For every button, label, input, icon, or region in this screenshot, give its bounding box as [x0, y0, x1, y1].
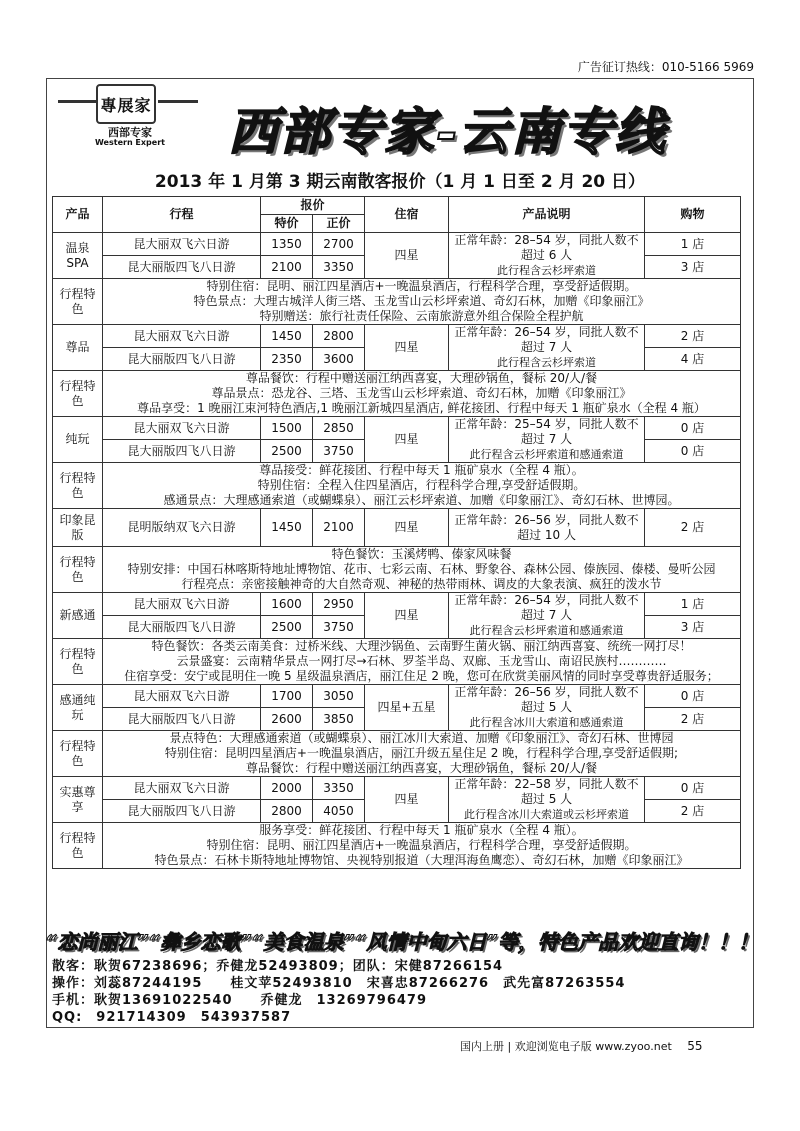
- brand-logo: [58, 82, 208, 154]
- product-category: 纯玩: [53, 417, 103, 463]
- special-price: 2500: [261, 616, 313, 639]
- ad-hotline: 广告征订热线：010-5166 5969: [577, 60, 754, 74]
- route-name: 昆大丽版四飞八日游: [103, 800, 261, 823]
- logo-name-cn: 西部专家: [108, 126, 152, 139]
- price-row: [53, 593, 741, 616]
- regular-price: 3350: [313, 777, 365, 800]
- feature-text: [103, 639, 741, 685]
- feature-line: 特别住宿：昆明、丽江四星酒店+一晚温泉酒店，行程科学合理，享受舒适假期。: [206, 838, 637, 852]
- regular-price: 3750: [313, 440, 365, 463]
- shop-count: 0 店: [645, 685, 741, 708]
- regular-price: 3050: [313, 685, 365, 708]
- feature-line: 特色景点：石林卡斯特地址博物馆、央视特别报道（大理洱海鱼鹰恋）、奇幻石林，加赠《印象丽江》: [154, 853, 689, 867]
- route-name: 昆大丽版四飞八日游: [103, 256, 261, 279]
- feature-text: [103, 371, 741, 417]
- desc-note: 此行程含云杉坪索道和感通索道: [469, 448, 624, 461]
- desc-note: 此行程含云杉坪索道和感通索道: [469, 624, 624, 637]
- feature-label: 行程特色: [53, 371, 103, 417]
- product-category: 实惠尊享: [53, 777, 103, 823]
- feature-line: 服务享受：鲜花接团、行程中每天 1 瓶矿泉水（全程 4 瓶）。: [259, 823, 584, 837]
- feature-text: [103, 731, 741, 777]
- route-name: 昆大丽双飞六日游: [103, 685, 261, 708]
- feature-row: [53, 731, 741, 777]
- special-price: 2100: [261, 256, 313, 279]
- desc-note: 此行程含冰川大索道和感通索道: [469, 716, 624, 729]
- hotel-level: 四星: [365, 509, 449, 547]
- shop-count: 2 店: [645, 325, 741, 348]
- product-category: 新感通: [53, 593, 103, 639]
- feature-line: 特别赠送：旅行社责任保险、云南旅游意外组合保险全程护航: [259, 309, 584, 323]
- shop-count: 3 店: [645, 616, 741, 639]
- hotel-level: 四星: [365, 417, 449, 463]
- route-name: 昆大丽双飞六日游: [103, 593, 261, 616]
- price-row: [53, 777, 741, 800]
- regular-price: 3350: [313, 256, 365, 279]
- regular-price: 3600: [313, 348, 365, 371]
- header-regular: 正价: [313, 215, 365, 233]
- product-description: [449, 509, 645, 547]
- product-category: 尊品: [53, 325, 103, 371]
- feature-row: [53, 639, 741, 685]
- shop-count: 4 店: [645, 348, 741, 371]
- product-category: 印象昆版: [53, 509, 103, 547]
- feature-line: 景点特色：大理感通索道（或蝴蝶泉）、丽江冰川大索道、加赠《印象丽江》、奇幻石林、世博园: [169, 731, 674, 745]
- special-price: 1500: [261, 417, 313, 440]
- regular-price: 3750: [313, 616, 365, 639]
- footer-text: 国内上册 | 欢迎浏览电子版 www.zyoo.net: [460, 1040, 672, 1053]
- shop-count: 2 店: [645, 800, 741, 823]
- feature-line: 行程亮点：亲密接触神奇的大自然奇观、神秘的热带雨林、调皮的大象表演、疯狂的泼水节: [181, 577, 662, 591]
- product-description: [449, 685, 645, 731]
- feature-line: 特色餐饮：玉溪烤鸭、傣家风味餐: [331, 547, 512, 561]
- feature-line: 感通景点：大理感通索道（或蝴蝶泉）、丽江云杉坪索道、加赠《印象丽江》、奇幻石林、世博园。: [163, 493, 680, 507]
- header-product: 产品: [53, 197, 103, 233]
- page-footer: [460, 1038, 703, 1054]
- regular-price: 3850: [313, 708, 365, 731]
- feature-label: 行程特色: [53, 823, 103, 869]
- shop-count: 0 店: [645, 777, 741, 800]
- regular-price: 2850: [313, 417, 365, 440]
- route-name: 昆明版纳双飞六日游: [103, 509, 261, 547]
- feature-line: 云景盛宴：云南精华景点一网打尽→石林、罗荃半岛、双廊、玉龙雪山、南诏民族村…………: [176, 654, 667, 668]
- regular-price: 2800: [313, 325, 365, 348]
- desc-note: 此行程含冰川大索道或云杉坪索道: [464, 808, 630, 821]
- route-name: 昆大丽双飞六日游: [103, 417, 261, 440]
- header-route: 行程: [103, 197, 261, 233]
- feature-row: [53, 463, 741, 509]
- feature-label: 行程特色: [53, 463, 103, 509]
- header-shop: 购物: [645, 197, 741, 233]
- header-desc: 产品说明: [449, 197, 645, 233]
- hotel-level: 四星: [365, 233, 449, 279]
- price-row: [53, 325, 741, 348]
- feature-label: 行程特色: [53, 731, 103, 777]
- price-row: [53, 233, 741, 256]
- feature-line: 尊品接受：鲜花接团、行程中每天 1 瓶矿泉水（全程 4 瓶）。: [259, 463, 584, 477]
- feature-line: 特色餐饮：各类云南美食：过桥米线、大理沙锅鱼、云南野生菌火锅、丽江纳西喜宴、统统一网打尽！: [151, 639, 692, 653]
- shop-count: 2 店: [645, 509, 741, 547]
- price-row: [53, 685, 741, 708]
- header-special: 特价: [261, 215, 313, 233]
- feature-label: 行程特色: [53, 639, 103, 685]
- feature-line: 尊品餐饮：行程中赠送丽江纳西喜宴，大理砂锅鱼，餐标 20/人/餐: [245, 371, 598, 385]
- hotel-level: 四星: [365, 325, 449, 371]
- shop-count: 0 店: [645, 417, 741, 440]
- shop-count: 1 店: [645, 233, 741, 256]
- feature-line: 尊品享受：1 晚丽江束河特色酒店,1 晚丽江新城四星酒店, 鲜花接团、行程中每天 1 瓶矿泉水（全程 4 瓶）: [137, 401, 706, 415]
- feature-text: [103, 547, 741, 593]
- special-price: 1350: [261, 233, 313, 256]
- shop-count: 0 店: [645, 440, 741, 463]
- product-description: [449, 593, 645, 639]
- logo-name-en: Western Expert: [95, 138, 165, 147]
- route-name: 昆大丽双飞六日游: [103, 777, 261, 800]
- desc-age: 正常年龄：26–56 岁，同批人数不超过 5 人: [454, 685, 639, 714]
- shop-count: 1 店: [645, 593, 741, 616]
- feature-text: [103, 823, 741, 869]
- special-price: 1700: [261, 685, 313, 708]
- logo-right-wing: [158, 100, 198, 103]
- product-description: [449, 325, 645, 371]
- price-row: [53, 509, 741, 547]
- logo-mark: 專展家: [96, 84, 156, 124]
- route-name: 昆大丽版四飞八日游: [103, 616, 261, 639]
- desc-note: 此行程含云杉坪索道: [497, 264, 597, 277]
- regular-price: 2950: [313, 593, 365, 616]
- special-price: 1450: [261, 325, 313, 348]
- header-price: 报价: [261, 197, 365, 215]
- desc-age: 正常年龄：28–54 岁，同批人数不超过 6 人: [454, 233, 639, 262]
- feature-label: 行程特色: [53, 547, 103, 593]
- price-table: [52, 196, 741, 869]
- desc-age: 正常年龄：26–56 岁，同批人数不超过 10 人: [454, 512, 639, 542]
- feature-row: [53, 371, 741, 417]
- regular-price: 2100: [313, 509, 365, 547]
- special-price: 1600: [261, 593, 313, 616]
- feature-line: 住宿享受：安宁或昆明住一晚 5 星级温泉酒店，丽江住足 2 晚，您可在欣赏美丽风情的同时享受尊贵舒适服务；: [124, 669, 719, 683]
- slogan: “恋尚丽江”“彝乡恋歌”“美食温泉”“风情中甸六日”等，特色产品欢迎直询！！！: [46, 930, 759, 954]
- contact-line: QQ: 921714309 543937587: [52, 1010, 292, 1025]
- contact-line: 散客：耿贺67238696；乔健龙52493809；团队：宋健87266154: [52, 959, 504, 974]
- shop-count: 2 店: [645, 708, 741, 731]
- page-number: 55: [687, 1039, 703, 1053]
- hotel-level: 四星: [365, 777, 449, 823]
- desc-age: 正常年龄：22–58 岁，同批人数不超过 5 人: [454, 777, 639, 806]
- desc-note: 此行程含云杉坪索道: [497, 356, 597, 369]
- contact-line: 手机：耿贺13691022540 乔健龙 13269796479: [52, 993, 427, 1008]
- feature-line: 特别安排：中国石林喀斯特地址博物馆、花市、七彩云南、石林、野象谷、森林公园、傣族园、傣楼、曼听公园: [127, 562, 716, 576]
- route-name: 昆大丽版四飞八日游: [103, 348, 261, 371]
- special-price: 1450: [261, 509, 313, 547]
- route-name: 昆大丽版四飞八日游: [103, 708, 261, 731]
- product-description: [449, 417, 645, 463]
- feature-row: [53, 823, 741, 869]
- shop-count: 3 店: [645, 256, 741, 279]
- route-name: 昆大丽版四飞八日游: [103, 440, 261, 463]
- price-row: [53, 417, 741, 440]
- feature-line: 特别住宿：昆明、丽江四星酒店+一晚温泉酒店，行程科学合理，享受舒适假期。: [206, 279, 637, 293]
- contact-line: 操作：刘蕊87244195 桂文苹52493810 宋喜忠87266276 武先富87263554: [52, 976, 626, 991]
- header-hotel: 住宿: [365, 197, 449, 233]
- desc-age: 正常年龄：26–54 岁，同批人数不超过 7 人: [454, 325, 639, 354]
- feature-line: 特别住宿：全程入住四星酒店，行程科学合理,享受舒适假期。: [257, 478, 586, 492]
- feature-line: 特别住宿：昆明四星酒店+一晚温泉酒店，丽江升级五星住足 2 晚，行程科学合理,享受舒适假期;: [164, 746, 679, 760]
- feature-text: [103, 463, 741, 509]
- contacts-block: [52, 958, 752, 1026]
- logo-left-wing: [58, 100, 98, 103]
- regular-price: 2700: [313, 233, 365, 256]
- feature-row: [53, 547, 741, 593]
- hotel-level: 四星+五星: [365, 685, 449, 731]
- feature-line: 尊品餐饮：行程中赠送丽江纳西喜宴，大理砂锅鱼，餐标 20/人/餐: [245, 761, 598, 775]
- desc-age: 正常年龄：26–54 岁，同批人数不超过 7 人: [454, 593, 639, 622]
- route-name: 昆大丽双飞六日游: [103, 233, 261, 256]
- hotel-level: 四星: [365, 593, 449, 639]
- feature-row: [53, 279, 741, 325]
- product-category: 感通纯玩: [53, 685, 103, 731]
- special-price: 2800: [261, 800, 313, 823]
- desc-age: 正常年龄：25–54 岁，同批人数不超过 7 人: [454, 417, 639, 446]
- page-headline: 2013 年 1 月第 3 期云南散客报价（1 月 1 日至 2 月 20 日）: [154, 172, 646, 192]
- feature-line: 尊品景点：恐龙谷、三塔、玉龙雪山云杉坪索道、奇幻石林，加赠《印象丽江》: [211, 386, 632, 400]
- regular-price: 4050: [313, 800, 365, 823]
- special-price: 2350: [261, 348, 313, 371]
- special-price: 2600: [261, 708, 313, 731]
- feature-text: [103, 279, 741, 325]
- special-price: 2000: [261, 777, 313, 800]
- route-name: 昆大丽双飞六日游: [103, 325, 261, 348]
- product-category: 温泉SPA: [53, 233, 103, 279]
- product-description: [449, 777, 645, 823]
- feature-label: 行程特色: [53, 279, 103, 325]
- feature-line: 特色景点：大理古城洋人街三塔、玉龙雪山云杉坪索道、奇幻石林，加赠《印象丽江》: [193, 294, 650, 308]
- special-price: 2500: [261, 440, 313, 463]
- product-description: [449, 233, 645, 279]
- banner-title: 西部专家-云南专线: [228, 102, 667, 161]
